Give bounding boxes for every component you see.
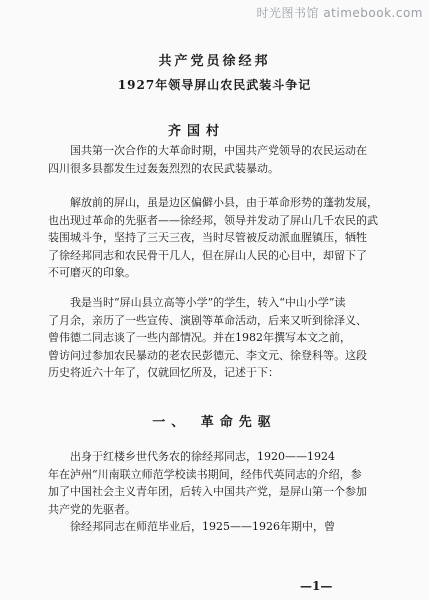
text-line: 四川很多县都发生过轰轰烈烈的农民武装暴动。 xyxy=(48,161,279,175)
text-line: 徐经邦同志在师范毕业后，1925——1926年期中，曾 xyxy=(70,520,335,534)
text-line: 出身于红楼乡世代务农的徐经邦同志，1920——1924 xyxy=(70,450,335,463)
text-line: 年在泸州“川南联立师范学校读书期间，经伟代英同志的介绍，参 xyxy=(48,467,362,481)
watermark-text: 时光图书馆 atimebook.com xyxy=(256,6,423,20)
paragraph-1 xyxy=(48,142,416,177)
page-number: —1— xyxy=(300,579,333,593)
text-line: 国共第一次合作的大革命时期，中国共产党领导的农民运动在 xyxy=(70,144,367,157)
text-line: 加了中国社会主义青年团，后转入中国共产党，是屏山第一个参加 xyxy=(48,485,367,499)
paragraph-2 xyxy=(48,194,416,282)
text-line: 也出现过革命的先驱者——徐经邦，领导并发动了屏山几千农民的武 xyxy=(48,213,378,227)
text-line: 装围城斗争，坚持了三天三夜，当时尽管被反动派血腥镇压，牺牲 xyxy=(48,231,367,245)
author-name: 齐国村 xyxy=(168,124,226,139)
text-line: 了月余，亲历了一些宣传、演剧等革命活动，后来又听到徐泽义、 xyxy=(48,313,367,327)
article-subtitle: 1927年领导屏山农民武装斗争记 xyxy=(117,78,312,92)
text-line: 历史将近六十年了，仅就回忆所及，记述于下： xyxy=(48,366,279,380)
paragraph-4 xyxy=(48,448,416,536)
text-line: 共产党的先驱者。 xyxy=(48,502,136,516)
text-line: 了徐经邦同志和农民骨干几人，但在屏山人民的心目中，却留下了 xyxy=(48,248,367,262)
text-line: 不可磨灭的印象。 xyxy=(48,266,136,280)
text-line: 曾访问过参加农民暴动的老农民彭德元、李文元、徐登科等。这段 xyxy=(48,348,367,362)
text-line: 曾伟德二同志谈了一些内部情况。并在1982年撰写本文之前， xyxy=(48,331,351,345)
section-heading: 一、 革命先驱 xyxy=(152,415,277,430)
article-title: 共产党员徐经邦 xyxy=(158,54,271,69)
text-line: 解放前的屏山，虽是边区偏僻小县，由于革命形势的蓬勃发展， xyxy=(70,196,378,209)
paragraph-3 xyxy=(48,294,416,382)
text-line: 我是当时“屏山县立高等小学”的学生，转入“中山小学”读 xyxy=(70,296,346,309)
